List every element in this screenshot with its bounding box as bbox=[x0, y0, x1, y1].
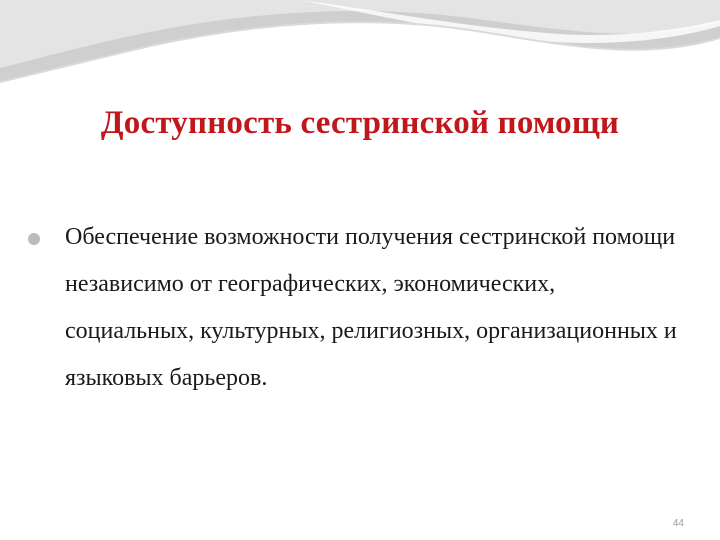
bullet-list bbox=[28, 214, 688, 402]
header-wave-decoration bbox=[0, 0, 720, 110]
bullet-dot-icon bbox=[28, 233, 40, 245]
page-number: 44 bbox=[672, 518, 684, 529]
bullet-item bbox=[28, 214, 688, 402]
bullet-text: Обеспечение возможности получения сестринской помощи независимо от географических, экономических, социальных, культурных, религиозных, организационных и языковых барьеров. bbox=[65, 224, 677, 391]
slide-title: Доступность сестринской помощи bbox=[100, 105, 620, 141]
